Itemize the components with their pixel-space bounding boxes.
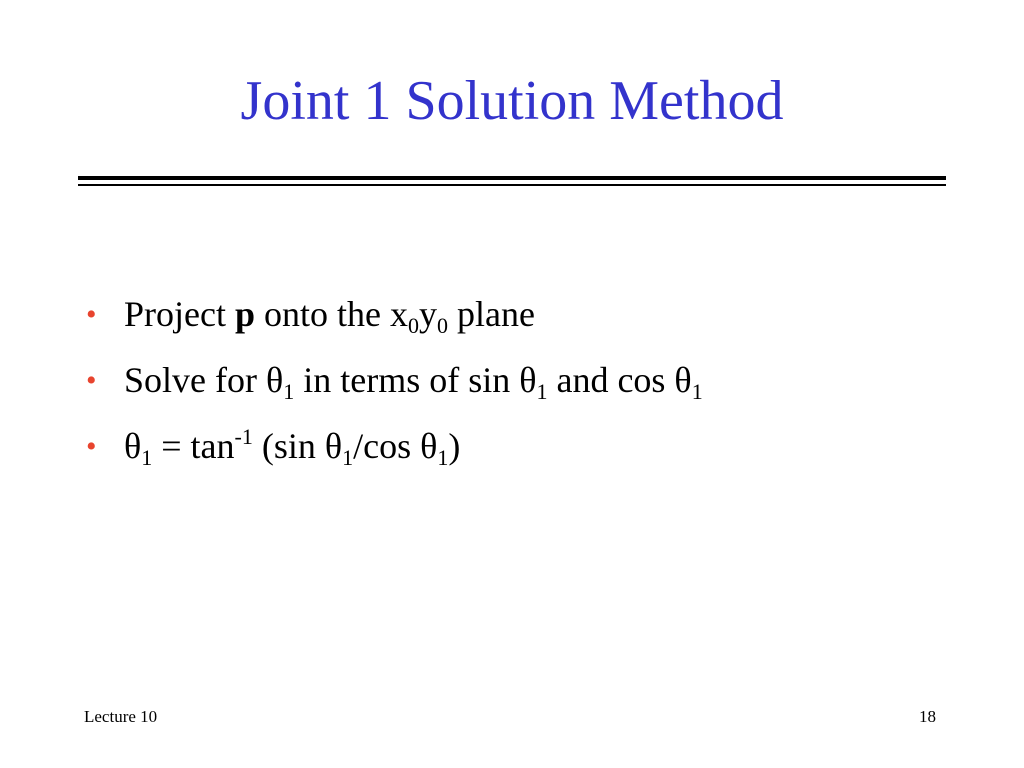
text-fragment: plane [448, 294, 535, 334]
superscript: -1 [234, 424, 253, 449]
title-divider-thin [78, 184, 946, 186]
text-fragment: = tan [152, 426, 235, 466]
title-divider-thick [78, 176, 946, 180]
text-fragment: θ [124, 426, 142, 466]
subscript: 1 [141, 445, 153, 470]
bullet-icon: • [86, 298, 97, 331]
text-fragment: y [419, 294, 437, 334]
bullet-text [124, 286, 535, 342]
text-fragment: /cos θ [353, 426, 438, 466]
bullet-text [124, 418, 460, 474]
bullet-icon: • [86, 430, 97, 463]
text-fragment: ) [448, 426, 461, 466]
text-fragment: Solve for θ [124, 360, 284, 400]
text-fragment: and cos θ [547, 360, 692, 400]
subscript: 1 [342, 445, 354, 470]
subscript: 1 [536, 379, 548, 404]
bullet-icon: • [86, 364, 97, 397]
subscript: 1 [437, 445, 449, 470]
subscript: 1 [283, 379, 295, 404]
subscript: 0 [408, 313, 419, 338]
bullet-text [124, 352, 703, 408]
text-fragment: onto the x [255, 294, 408, 334]
footer-page-number: 18 [919, 707, 936, 726]
text-fragment: in terms of sin θ [294, 360, 537, 400]
slide-title: Joint 1 Solution Method [240, 70, 784, 132]
footer-lecture-label: Lecture 10 [84, 707, 158, 726]
subscript: 1 [691, 379, 703, 404]
text-fragment: Project [124, 294, 235, 334]
text-fragment: (sin θ [252, 426, 343, 466]
subscript: 0 [437, 313, 448, 338]
vector-p: p [234, 294, 256, 334]
